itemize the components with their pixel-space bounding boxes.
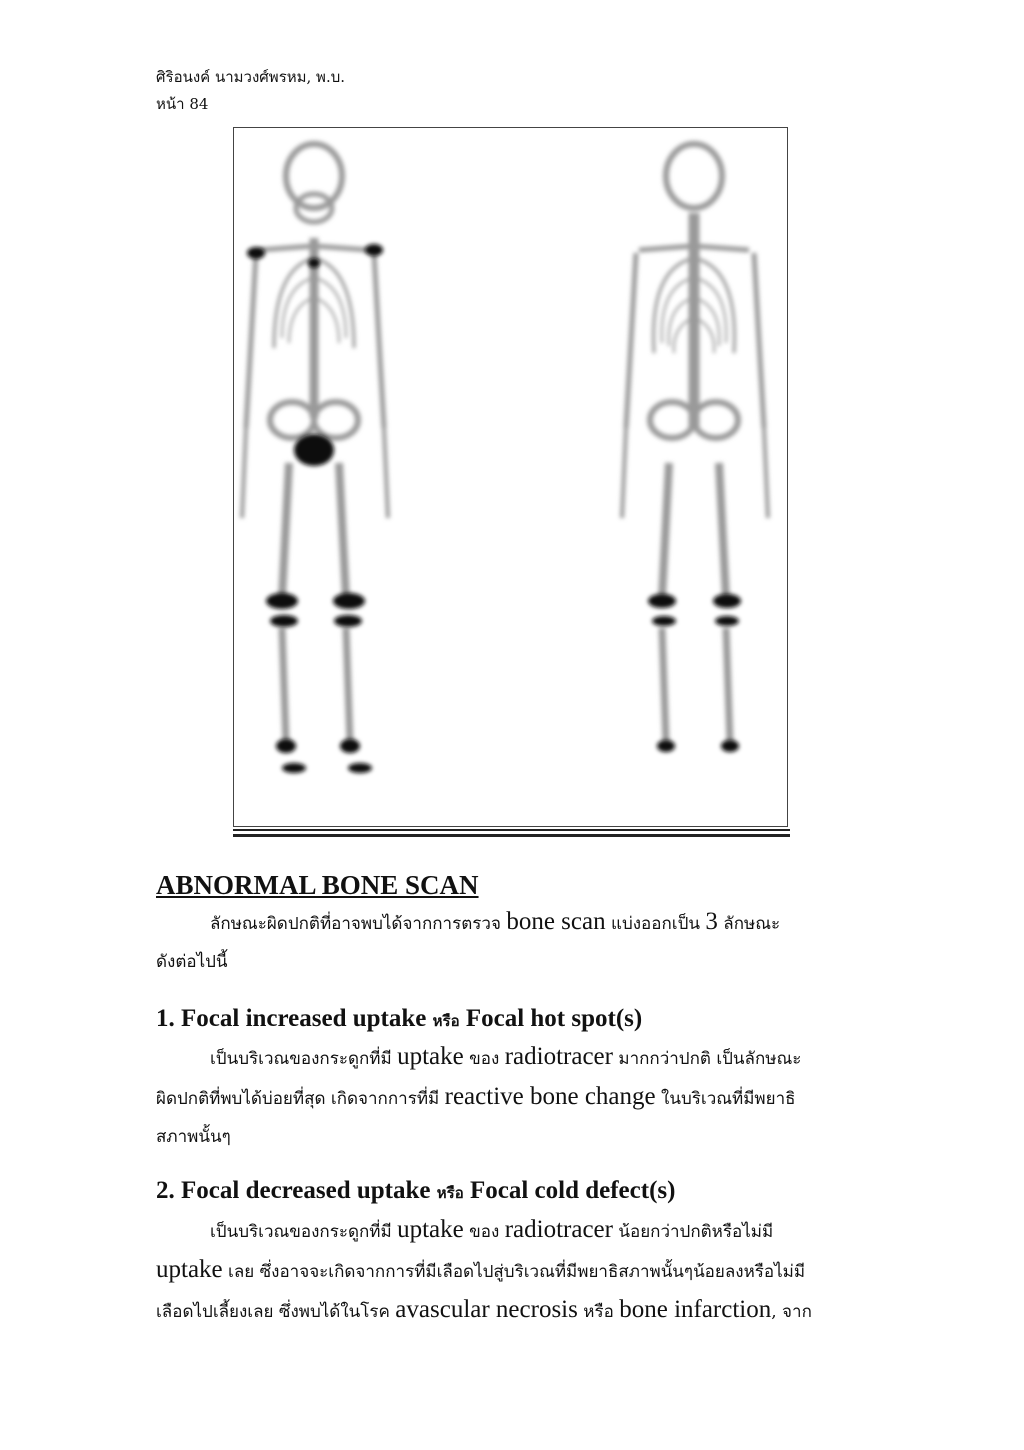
text: ของ (463, 1049, 505, 1069)
text: , จาก (771, 1302, 812, 1322)
text: 2. Focal decreased uptake (156, 1177, 437, 1204)
section-1-title (156, 1005, 642, 1033)
section-heading-abnormal-bone-scan: ABNORMAL BONE SCAN (156, 870, 479, 900)
text: น้อยกว่าปกติหรือไม่มี (612, 1222, 774, 1242)
text: uptake (397, 1043, 464, 1070)
bone-scan-figure (233, 127, 788, 827)
text: radiotracer (504, 1043, 613, 1070)
text: ผิดปกติที่พบได้บ่อยที่สุด เกิดจากการที่มี (156, 1089, 445, 1109)
text: เป็นบริเวณของกระดูกที่มี (210, 1049, 398, 1069)
anterior-skeleton (242, 144, 388, 773)
text: reactive bone change (444, 1083, 656, 1110)
text: หรือ (436, 1184, 464, 1202)
section-1-paragraph (156, 1037, 876, 1157)
text: เลย ซึ่งอาจจะเกิดจากการที่มีเลือดไปสู่บริเวณที่มีพยาธิสภาพนั้นๆน้อยลงหรือไม่มี (222, 1262, 806, 1282)
text: มากกว่าปกติ เป็นลักษณะ (612, 1049, 802, 1069)
bone-scan-image (234, 128, 787, 826)
text: ดังต่อไปนี้ (156, 952, 228, 972)
page-number: หน้า 84 (156, 95, 209, 113)
text: uptake (156, 1256, 223, 1283)
text: ของ (463, 1222, 505, 1242)
section-2-title (156, 1177, 675, 1205)
posterior-skeleton (622, 144, 768, 752)
text: ลักษณะผิดปกติที่อาจพบได้จากการตรวจ (210, 914, 507, 934)
text: หรือ (432, 1012, 460, 1030)
text: Focal hot spot(s) (459, 1005, 643, 1032)
text: แบ่งออกเป็น (605, 914, 706, 934)
text: 1. Focal increased uptake (156, 1005, 433, 1032)
text: เป็นบริเวณของกระดูกที่มี (210, 1222, 398, 1242)
text: bone scan (506, 908, 606, 935)
text: avascular necrosis (395, 1296, 578, 1323)
text: uptake (397, 1216, 464, 1243)
text: radiotracer (504, 1216, 613, 1243)
text: ลักษณะ (717, 914, 781, 934)
text: 3 (705, 908, 718, 935)
text: เลือดไปเลี้ยงเลย ซึ่งพบได้ในโรค (156, 1302, 396, 1322)
section-2-paragraph (156, 1210, 876, 1330)
text: Focal cold defect(s) (463, 1177, 676, 1204)
text: หรือ (577, 1302, 620, 1322)
intro-paragraph (156, 902, 876, 982)
page-header (156, 64, 345, 118)
author-line: ศิริอนงค์ นามวงศ์พรหม, พ.บ. (156, 68, 346, 86)
text: bone infarction (619, 1296, 772, 1323)
figure-rule-top (233, 829, 790, 831)
text: สภาพนั้นๆ (156, 1127, 231, 1147)
text: ในบริเวณที่มีพยาธิ (655, 1089, 796, 1109)
figure-rule-bottom (233, 834, 790, 837)
